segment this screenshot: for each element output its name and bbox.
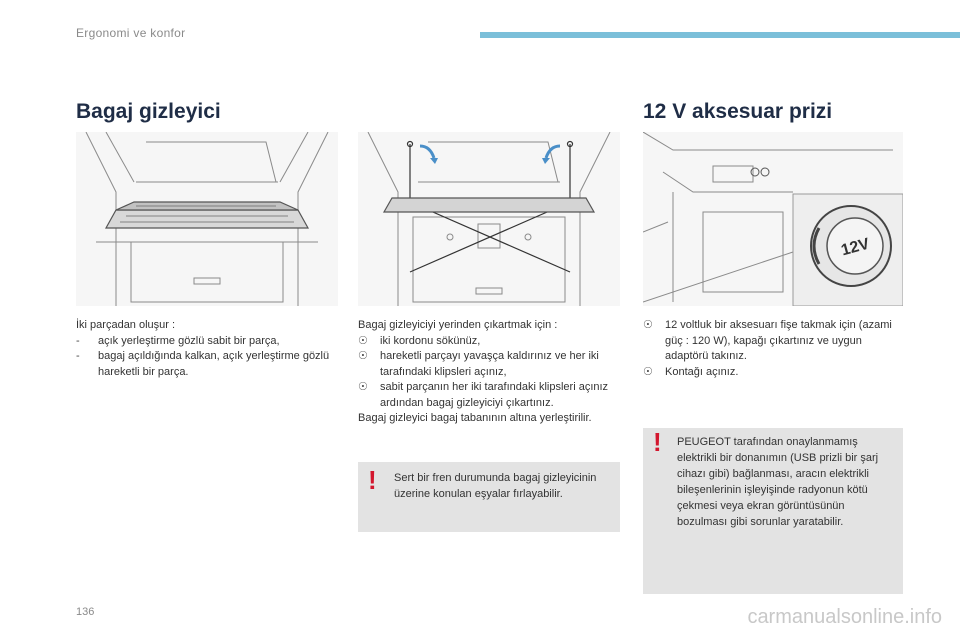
list-item-text: iki kordonu sökünüz, [380, 334, 481, 347]
list-item-text: Kontağı açınız. [665, 365, 739, 378]
right-column-text [643, 318, 903, 380]
socket-12v-label: 12V [839, 235, 872, 260]
trunk-cover-removal-illustration [358, 132, 620, 306]
arrow-bullet-icon: ☉ [643, 365, 653, 378]
column2-text [358, 318, 620, 427]
arrow-bullet-icon: ☉ [358, 350, 368, 362]
warning-box-brake [358, 462, 620, 532]
list-item [76, 349, 338, 380]
warning-text: Sert bir fren durumunda bagaj gizleyicinin üzerine konulan eşyalar fırlayabilir. [394, 472, 597, 500]
list-item-text: hareketli parçayı yavaşça kaldırınız ve her iki tarafındaki klipsleri açınız, [380, 350, 599, 378]
column1-text [76, 318, 338, 380]
arrow-bullet-icon: ☉ [643, 319, 653, 331]
dash-bullet: - [76, 350, 80, 362]
page-number: 136 [76, 606, 95, 618]
column2-footer: Bagaj gizleyici bagaj tabanının altına yerleştirilir. [358, 412, 592, 424]
column1-intro: İki parçadan oluşur : [76, 319, 176, 331]
list-item [643, 365, 903, 381]
section-title-12v-prizi: 12 V aksesuar prizi [643, 100, 833, 123]
arrow-bullet-icon: ☉ [358, 334, 368, 347]
list-item [358, 349, 620, 380]
column2-intro: Bagaj gizleyiciyi yerinden çıkartmak için : [358, 319, 558, 331]
dash-bullet: - [76, 334, 80, 347]
12v-socket-drawing [643, 132, 903, 306]
list-item [76, 334, 338, 350]
watermark-text: carmanualsonline.info [747, 606, 942, 628]
list-item [643, 318, 903, 365]
warning-box-peugeot [643, 428, 903, 594]
section-header-title: Ergonomi ve konfor [76, 26, 186, 40]
list-item-text: açık yerleştirme gözlü sabit bir parça, [98, 334, 280, 347]
list-item [358, 380, 620, 411]
trunk-cover-drawing [76, 132, 338, 306]
warning-exclamation-icon: ! [653, 427, 662, 457]
header-accent-bar [480, 32, 960, 38]
list-item-text: sabit parçanın her iki tarafındaki klipsleri açınız ardından bagaj gizleyiciyi çıkartınız. [380, 381, 609, 409]
list-item-text: 12 voltluk bir aksesuarı fişe takmak için (azami güç : 120 W), kapağı çıkartınız ve uygun adaptörü takınız. [665, 319, 892, 362]
list-item [358, 334, 620, 350]
warning-text: PEUGEOT tarafından onaylanmamış elektrikli bir donanımın (USB prizli bir şarj cihazı gibi) bağlanması, aracın elektrikli bileşenlerinin işleyişinde radyonun kötü çekmesi veya ekran görüntüsünün bozulması gibi sorunlar yaratabilir. [677, 436, 879, 528]
arrow-bullet-icon: ☉ [358, 381, 368, 393]
section-title-bagaj-gizleyici: Bagaj gizleyici [76, 100, 221, 123]
12v-socket-illustration [643, 132, 903, 306]
warning-exclamation-icon: ! [368, 465, 377, 495]
trunk-cover-removal-drawing [358, 132, 620, 306]
trunk-cover-illustration [76, 132, 338, 306]
list-item-text: bagaj açıldığında kalkan, açık yerleştirme gözlü hareketli bir parça. [98, 350, 330, 378]
